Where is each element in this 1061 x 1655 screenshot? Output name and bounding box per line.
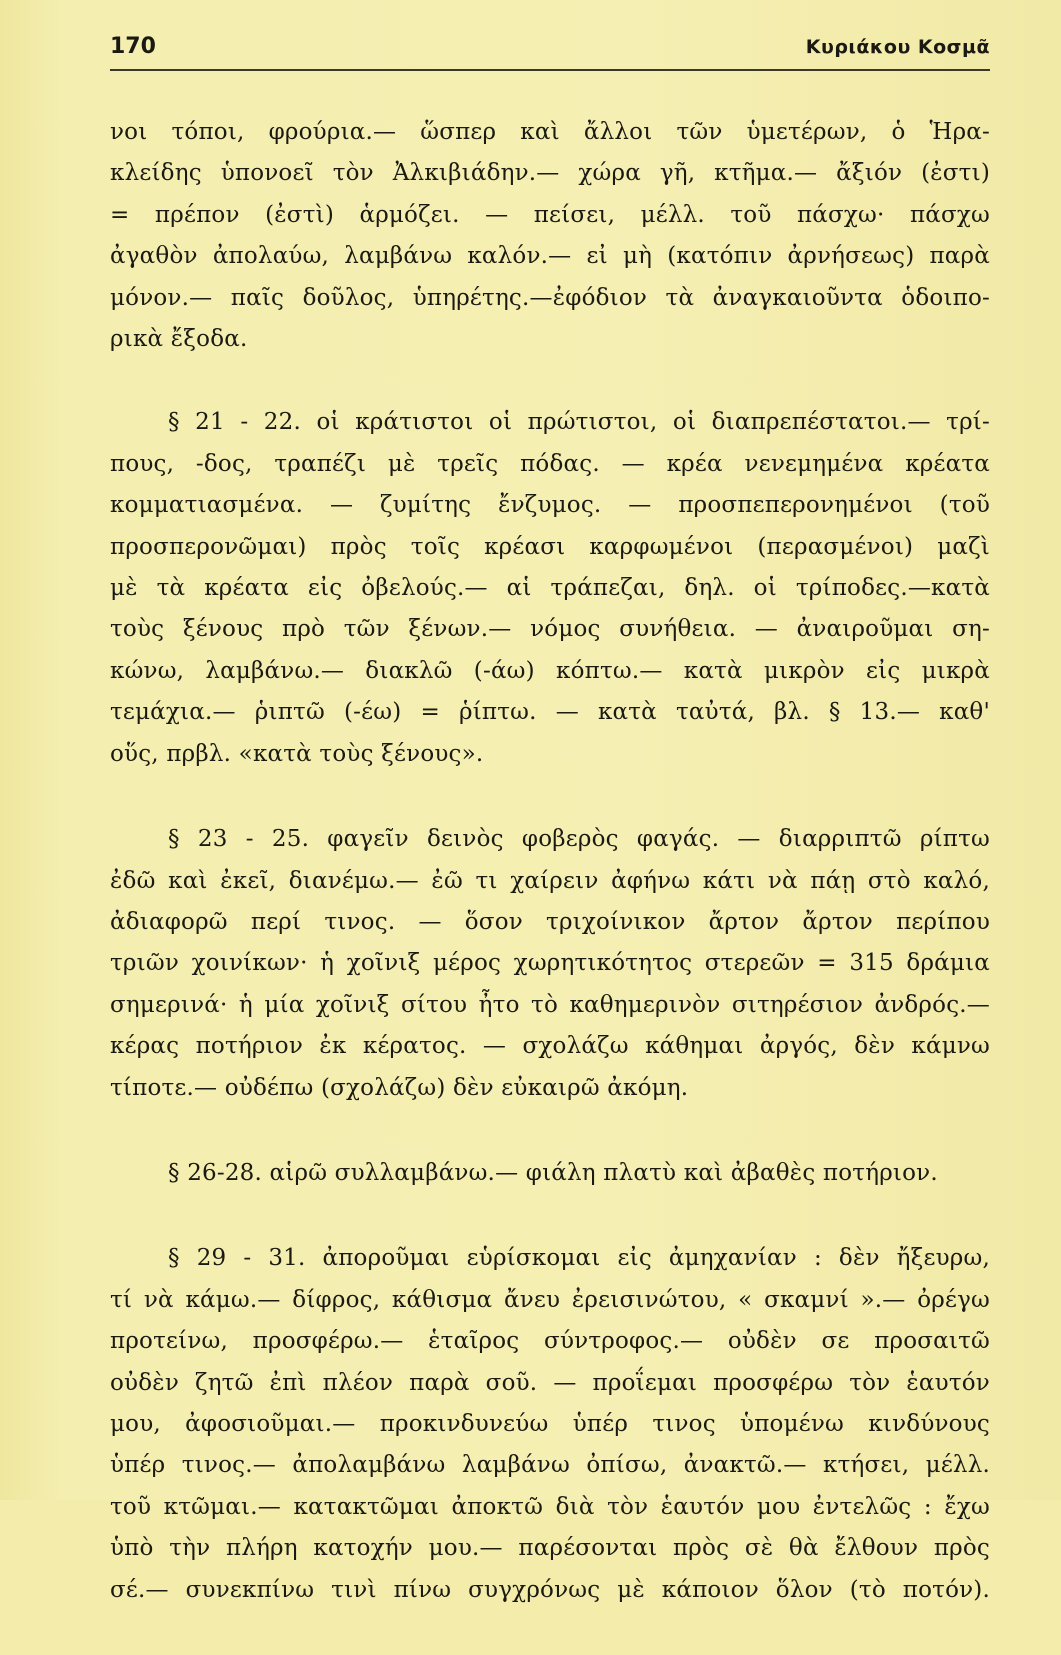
- paragraph-sections-29-31: [110, 1238, 990, 1611]
- paragraph-sections-21-22: [110, 402, 990, 775]
- text-line: οὕς, πρβλ. «κατὰ τοὺς ξένους».: [110, 740, 484, 767]
- text-line: κώνω, λαμβάνω.— διακλῶ (-άω) κόπτω.— κατὰ μικρὸν εἰς μικρὰ: [110, 657, 990, 684]
- text-line: σημερινά· ἡ μία χοῖνιξ σίτου ἦτο τὸ καθημερινὸν σιτηρέσιον ἀνδρός.—: [110, 991, 990, 1018]
- text-line: κέρας ποτήριον ἐκ κέρατος. — σχολάζω κάθημαι ἀργός, δὲν κάμνω: [110, 1033, 990, 1060]
- text-line: μου, ἀφοσιοῦμαι.— προκινδυνεύω ὑπέρ τινος ὑπομένω κινδύνους: [110, 1410, 990, 1437]
- paragraph-sections-26-28: [110, 1153, 990, 1194]
- text-line: μὲ τὰ κρέατα εἰς ὀβελούς.— αἱ τράπεζαι, δηλ. οἱ τρίποδες.—κατὰ: [110, 575, 990, 602]
- commentary-text: [110, 112, 990, 1655]
- text-line: μόνον.— παῖς δοῦλος, ὑπηρέτης.—ἐφόδιον τὰ ἀναγκαιοῦντα ὁδοιπο-: [110, 284, 990, 311]
- page-number: 170: [110, 34, 156, 59]
- text-line: = πρέπον (ἐστὶ) ἁρμόζει. — πείσει, μέλλ. τοῦ πάσχω· πάσχω: [110, 201, 990, 228]
- header-rule: [110, 69, 990, 71]
- text-line: τοῦ κτῶμαι.— κατακτῶμαι ἀποκτῶ διὰ τὸν ἑαυτόν μου ἐντελῶς : ἔχω: [110, 1493, 990, 1520]
- text-line: § 23 - 25. φαγεῖν δεινὸς φοβερὸς φαγάς. — διαρριπτῶ ρίπτω: [168, 826, 990, 853]
- text-line: πους, -δος, τραπέζι μὲ τρεῖς πόδας. — κρέα νενεμημένα κρέατα: [110, 450, 990, 477]
- text-line: § 21 - 22. οἱ κράτιστοι οἱ πρώτιστοι, οἱ διαπρεπέστατοι.— τρί-: [168, 409, 990, 436]
- text-line: § 29 - 31. ἀποροῦμαι εὑρίσκομαι εἰς ἀμηχανίαν : δὲν ἤξευρω,: [168, 1245, 990, 1272]
- text-line: προτείνω, προσφέρω.— ἑταῖρος σύντροφος.— οὐδὲν σε προσαιτῶ: [110, 1328, 990, 1355]
- text-line: ὑπὸ τὴν πλήρη κατοχήν μου.— παρέσονται πρὸς σὲ θὰ ἔλθουν πρὸς: [110, 1535, 990, 1562]
- text-line: ἐδῶ καὶ ἐκεῖ, διανέμω.— ἐῶ τι χαίρειν ἀφήνω κάτι νὰ πάῃ στὸ καλό,: [110, 867, 990, 894]
- text-line: σέ.— συνεκπίνω τινὶ πίνω συγχρόνως μὲ κάποιον ὅλον (τὸ ποτόν).: [110, 1576, 990, 1603]
- text-line: κλείδης ὑπονοεῖ τὸν Ἀλκιβιάδην.— χώρα γῆ, κτῆμα.— ἄξιόν (ἐστι): [110, 160, 990, 187]
- text-line: τί νὰ κάμω.— δίφρος, κάθισμα ἄνευ ἐρεισινώτου, « σκαμνί ».— ὀρέγω: [110, 1286, 990, 1313]
- text-line: κομματιασμένα. — ζυμίτης ἔνζυμος. — προσπεπερονημένοι (τοῦ: [110, 492, 990, 519]
- page-header: [110, 34, 990, 74]
- text-line: ρικὰ ἔξοδα.: [110, 326, 248, 353]
- text-line: § 26-28. αἱρῶ συλλαμβάνω.— φιάλη πλατὺ καὶ ἀβαθὲς ποτήριον.: [168, 1159, 938, 1186]
- text-line: οὐδὲν ζητῶ ἐπὶ πλέον παρὰ σοῦ. — προΐεμαι προσφέρω τὸν ἑαυτόν: [110, 1369, 990, 1396]
- text-line: τεμάχια.— ῥιπτῶ (-έω) = ῥίπτω. — κατὰ ταὐτά, βλ. § 13.— καθ': [110, 699, 990, 726]
- text-line: τοὺς ξένους πρὸ τῶν ξένων.— νόμος συνήθεια. — ἀναιροῦμαι ση-: [110, 616, 990, 643]
- paragraph-sections-23-25: [110, 819, 990, 1109]
- text-line: ἀδιαφορῶ περί τινος. — ὅσον τριχοίνικον ἄρτον ἄρτον περίπου: [110, 908, 990, 935]
- text-line: νοι τόποι, φρούρια.— ὥσπερ καὶ ἄλλοι τῶν ὑμετέρων, ὁ Ἡρα-: [110, 119, 990, 145]
- text-line: τίποτε.— οὐδέπω (σχολάζω) δὲν εὐκαιρῶ ἀκόμη.: [110, 1074, 689, 1101]
- text-line: τριῶν χοινίκων· ἡ χοῖνιξ μέρος χωρητικότητος στερεῶν = 315 δράμια: [110, 950, 990, 977]
- paragraph-1: [110, 112, 990, 360]
- running-head: Κυριάκου Κοσμᾶ: [805, 36, 990, 58]
- text-line: προσπερονῶμαι) πρὸς τοῖς κρέασι καρφωμένοι (περασμένοι) μαζὶ: [110, 533, 990, 560]
- text-line: ἀγαθὸν ἀπολαύω, λαμβάνω καλόν.— εἰ μὴ (κατόπιν ἀρνήσεως) παρὰ: [110, 243, 990, 270]
- text-line: ὑπέρ τινος.— ἀπολαμβάνω λαμβάνω ὀπίσω, ἀνακτῶ.— κτήσει, μέλλ.: [110, 1452, 990, 1479]
